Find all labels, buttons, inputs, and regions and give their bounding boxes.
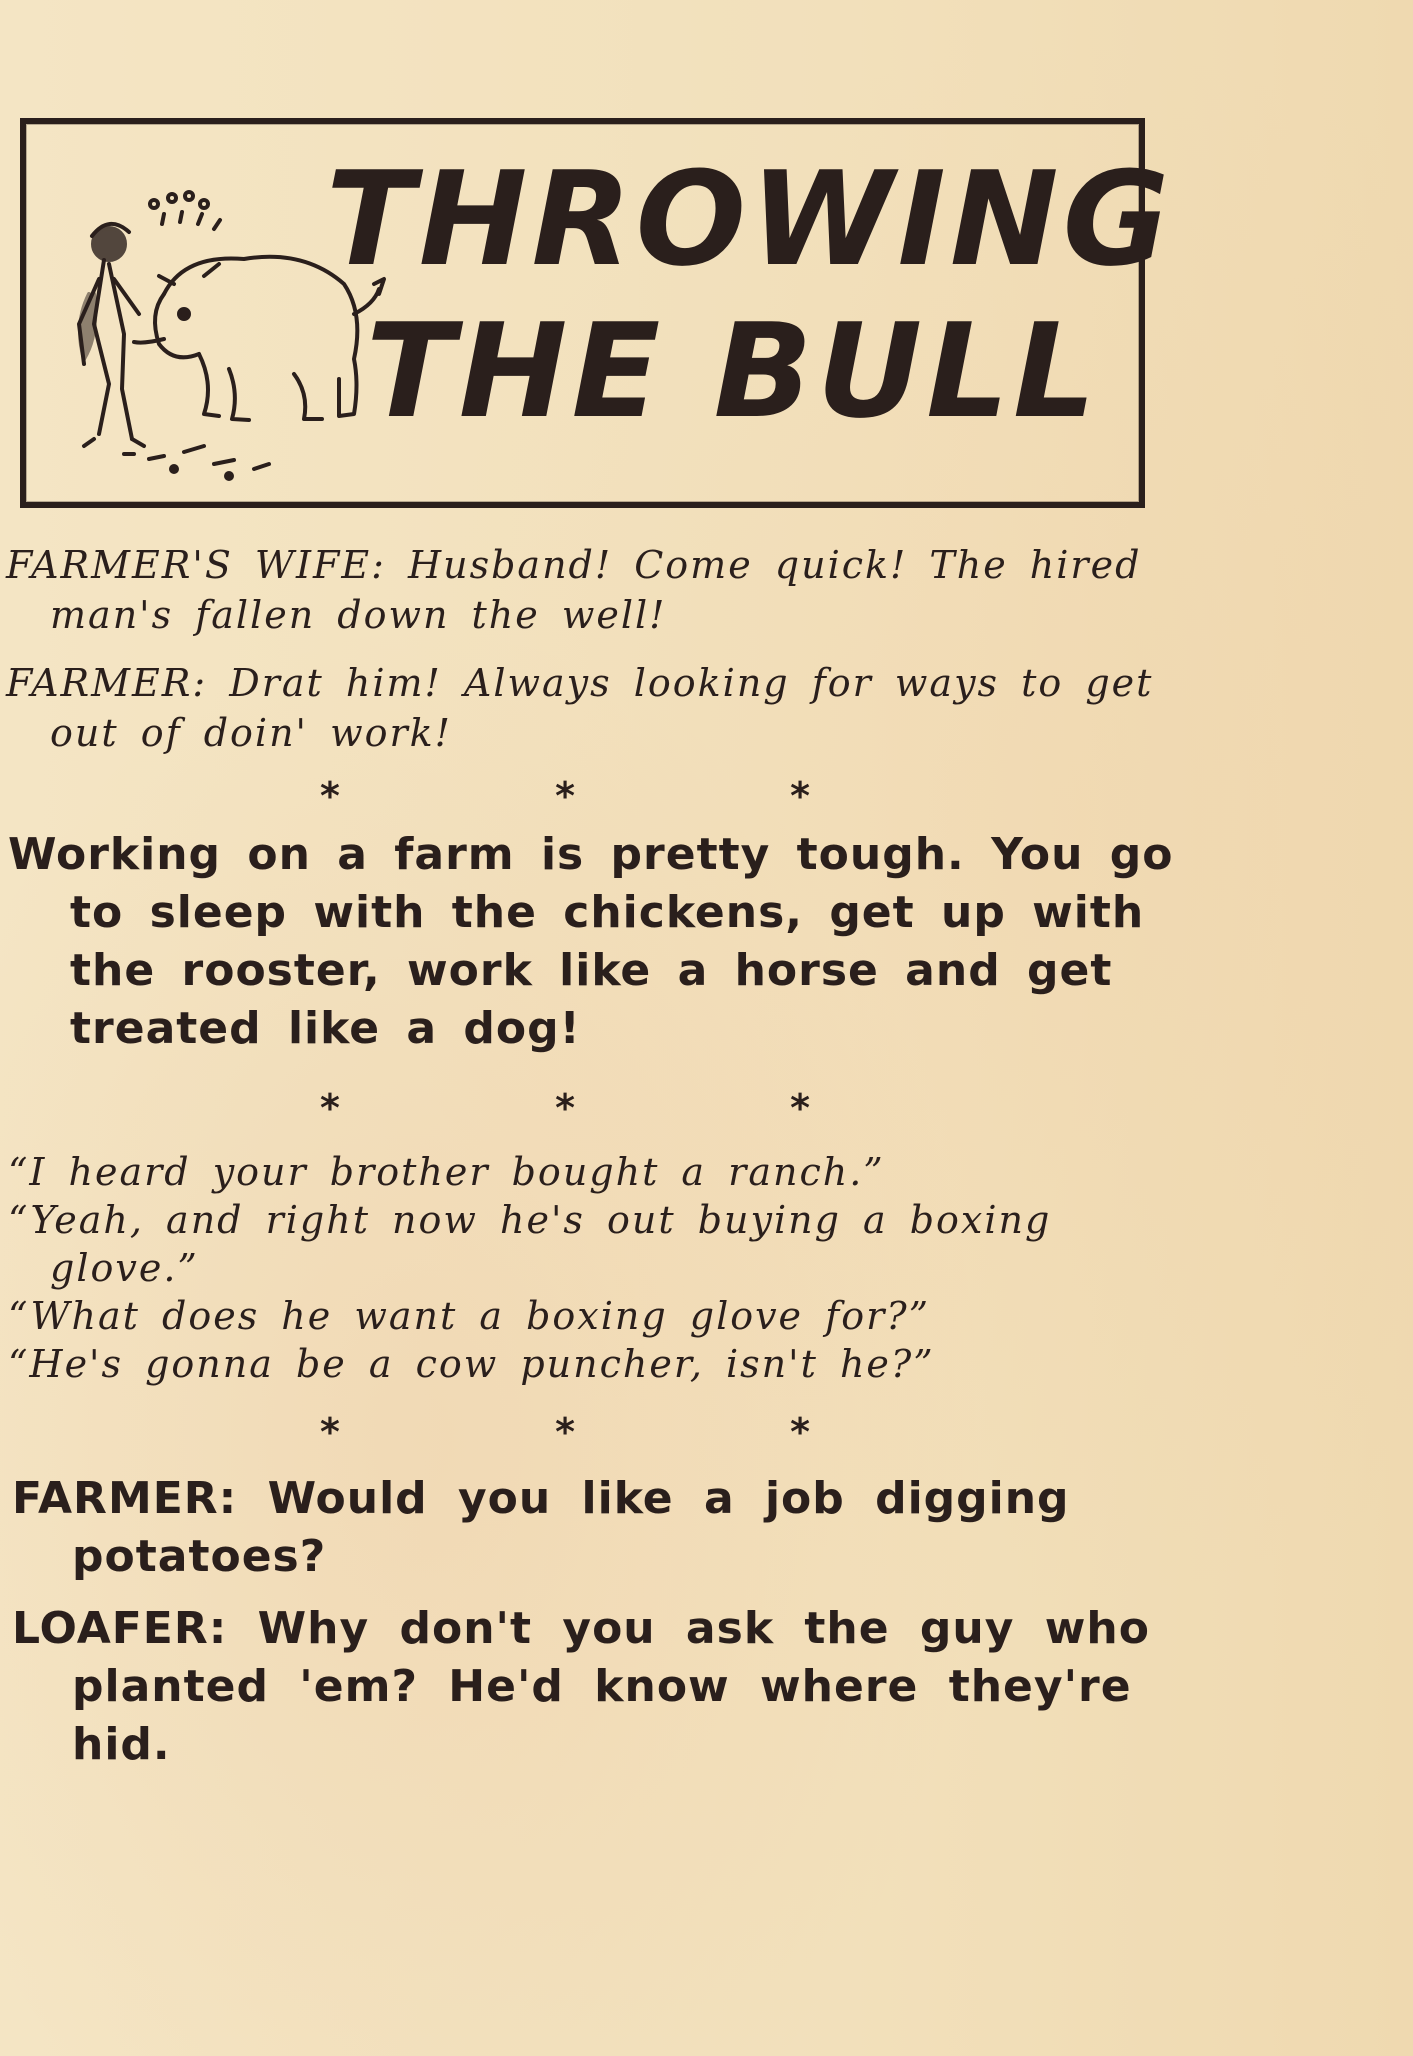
title-box	[20, 118, 1174, 508]
quote-line: “Yeah, and right now he's out buying a boxing glove.”	[8, 1198, 1052, 1290]
dialog-line: FARMER'S WIFE: Husband! Come quick! The hired man's fallen down the well!	[6, 543, 1142, 637]
dialog-line: FARMER: Drat him! Always looking for ways to get out of doin' work!	[6, 661, 1154, 755]
jokes-column	[0, 540, 1190, 1788]
quote-line: “What does he want a boxing glove for?”	[8, 1294, 931, 1338]
quote-line: “I heard your brother bought a ranch.”	[8, 1150, 885, 1194]
separator-star: *	[790, 774, 810, 818]
separator	[320, 776, 810, 816]
separator-star: *	[555, 1410, 575, 1454]
separator-star: *	[320, 1086, 340, 1130]
joke-paragraph: Working on a farm is pretty tough. You go to sleep with the chickens, get up with the rooster, work like a horse and get treated like a dog!	[8, 829, 1174, 1054]
title-line-1: THROWING	[326, 143, 1174, 295]
separator-star: *	[555, 774, 575, 818]
separator-star: *	[555, 1086, 575, 1130]
separator	[320, 1088, 810, 1128]
title-line-2: THE BULL	[366, 295, 1100, 447]
separator-star: *	[320, 1410, 340, 1454]
separator-star: *	[320, 774, 340, 818]
separator-star: *	[790, 1410, 810, 1454]
dialog-line: FARMER: Would you like a job digging potatoes?	[12, 1473, 1070, 1582]
quote-line: “He's gonna be a cow puncher, isn't he?”	[8, 1342, 935, 1386]
separator	[320, 1412, 810, 1452]
dialog-line: LOAFER: Why don't you ask the guy who planted 'em? He'd know where they're hid.	[12, 1603, 1150, 1770]
separator-star: *	[790, 1086, 810, 1130]
page-title	[326, 143, 1174, 447]
